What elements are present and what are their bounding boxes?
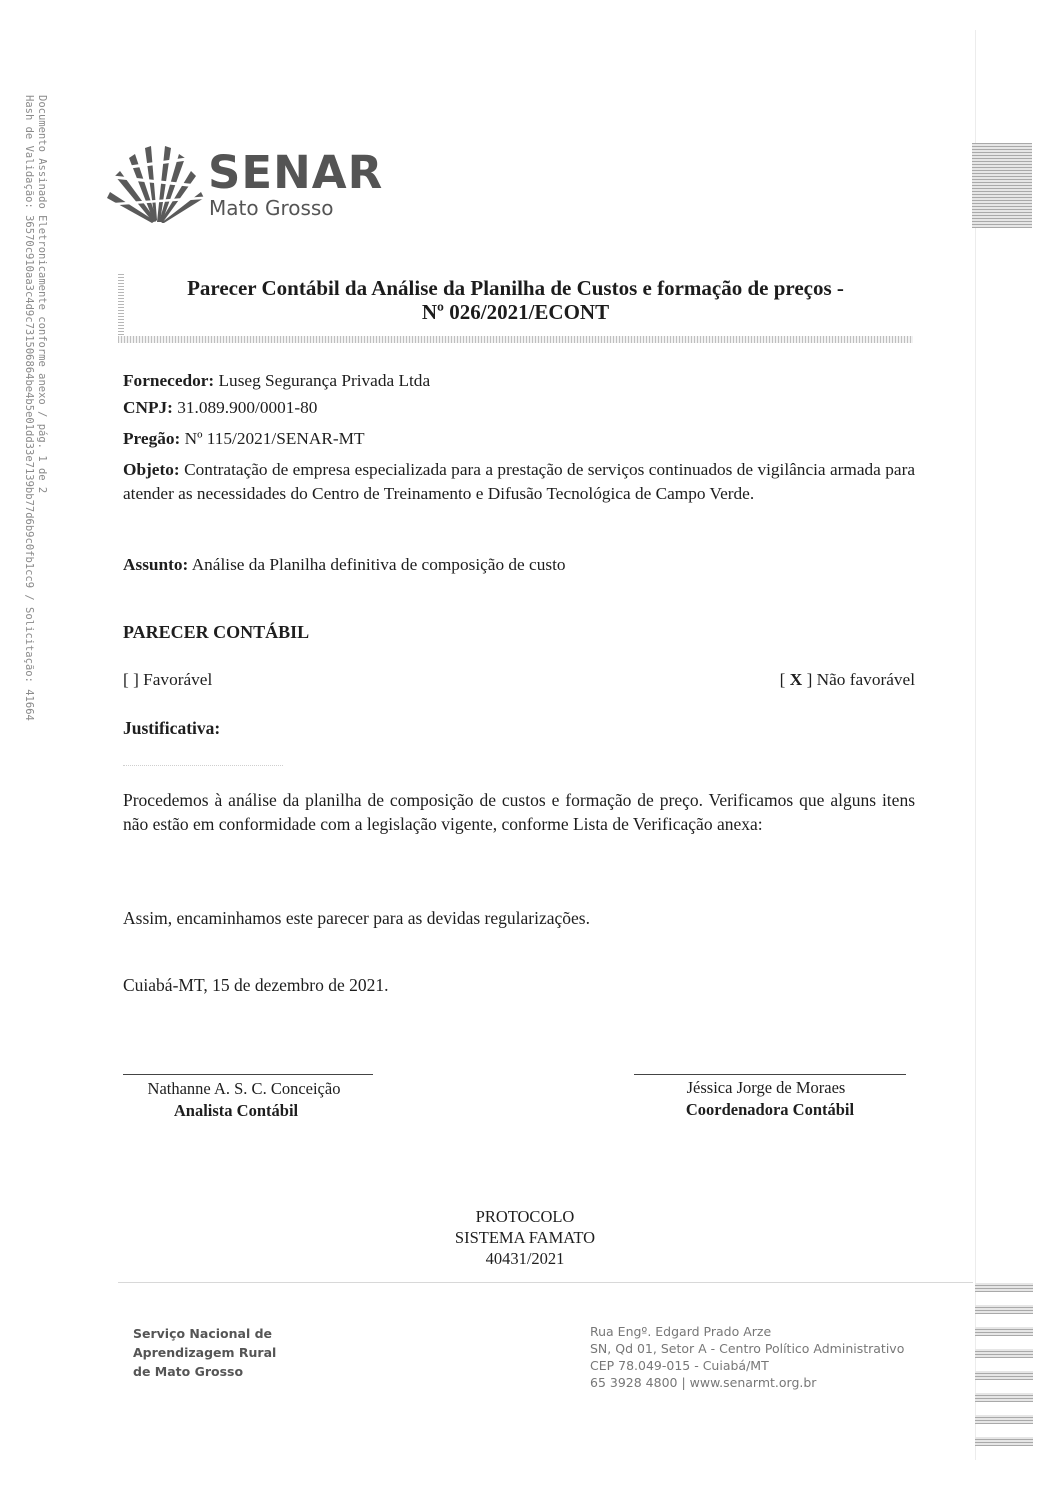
electronic-signature-stamp — [22, 95, 48, 721]
assunto-field — [123, 553, 566, 577]
justificativa-paragraph: Procedemos à análise da planilha de composição de custos e formação de preço. Verificamos que alguns itens não estão em conformidade com a legislação vigente, conforme Lista de Verificação anexa: — [123, 790, 915, 834]
objeto-field — [123, 458, 915, 506]
assunto-value: Análise da Planilha definitiva de composição de custo — [191, 555, 566, 574]
pregao-value: Nº 115/2021/SENAR-MT — [184, 429, 365, 448]
fornecedor-value: Luseg Segurança Privada Ltda — [218, 371, 431, 390]
scan-edge-mark — [975, 1437, 1033, 1446]
scan-edge-mark — [975, 1415, 1033, 1424]
signer-role-right: Coordenadora Contábil — [685, 1100, 855, 1119]
option-nao-suffix: ] Não favorável — [806, 670, 915, 689]
date-line: Cuiabá-MT, 15 de dezembro de 2021. — [123, 975, 389, 995]
scan-edge-mark — [972, 143, 1032, 228]
cnpj-field — [123, 396, 317, 420]
protocol-line-2: SISTEMA FAMATO — [454, 1228, 596, 1247]
document-title — [118, 276, 913, 324]
logo-wordmark: SENAR — [208, 146, 384, 199]
logo-subtitle: Mato Grosso — [209, 196, 334, 220]
cnpj-value: 31.089.900/0001-80 — [177, 398, 318, 417]
title-line-2: Nº 026/2021/ECONT — [421, 300, 610, 324]
scan-edge-line — [975, 30, 976, 1460]
footer-address-line-3: CEP 78.049-015 - Cuiabá/MT — [590, 1358, 769, 1373]
parecer-heading: PARECER CONTÁBIL — [123, 622, 310, 642]
signer-name-right: Jéssica Jorge de Moraes — [686, 1078, 846, 1097]
signer-name-left: Nathanne A. S. C. Conceição — [147, 1079, 341, 1098]
fornecedor-field — [123, 369, 430, 393]
option-nao-favoravel — [780, 668, 915, 692]
footer-organization — [133, 1324, 276, 1381]
signature-line-right — [634, 1074, 906, 1075]
pregao-field — [123, 427, 365, 451]
objeto-label: Objeto: — [123, 460, 180, 479]
scan-edge-mark — [975, 1349, 1033, 1358]
scan-edge-mark — [975, 1393, 1033, 1402]
senar-wheat-fan-icon — [105, 140, 205, 225]
stamp-line-1: Documento Assinado Eletronicamente conforme anexo / pág. 1 de 2 — [36, 95, 48, 494]
footer-divider — [118, 1282, 973, 1283]
option-nao-prefix: [ — [779, 670, 786, 689]
protocol-line-3: 40431/2021 — [485, 1249, 565, 1268]
assunto-label: Assunto: — [123, 555, 189, 574]
justificativa-heading: Justificativa: — [123, 718, 221, 738]
title-band-underline — [118, 336, 913, 343]
option-nao-mark: X — [789, 670, 803, 689]
stamp-line-2: Hash de Validação: 36570c910aa3c4d9c731506864be4b5e01dd33e7139bb77d6b9c0fb1cc9 / Solicitação: 41664 — [23, 95, 35, 721]
objeto-value: Contratação de empresa especializada para a prestação de serviços continuados de vigilância armada para atender as necessidades do Centro de Treinamento e Difusão Tecnológica de Campo Verde. — [123, 460, 915, 503]
senar-logo — [105, 140, 384, 225]
footer-org-line-3: de Mato Grosso — [133, 1364, 244, 1379]
footer-address — [590, 1323, 904, 1391]
scan-edge-mark — [975, 1327, 1033, 1336]
title-band — [118, 270, 913, 345]
footer-org-line-2: Aprendizagem Rural — [133, 1345, 277, 1360]
footer-address-line-1: Rua Engº. Edgard Prado Arze — [590, 1324, 772, 1339]
footer-address-line-4: 65 3928 4800 | www.senarmt.org.br — [590, 1375, 817, 1390]
fornecedor-label: Fornecedor: — [123, 371, 215, 390]
signature-line-left — [123, 1074, 373, 1075]
title-line-1: Parecer Contábil da Análise da Planilha de Custos e formação de preços - — [187, 276, 844, 300]
signer-role-left: Analista Contábil — [173, 1101, 299, 1120]
encaminhamento-paragraph: Assim, encaminhamos este parecer para as devidas regularizações. — [123, 908, 590, 928]
option-favoravel: [ ] Favorável — [123, 670, 213, 689]
scan-edge-mark — [975, 1371, 1033, 1380]
footer-org-line-1: Serviço Nacional de — [133, 1326, 273, 1341]
scan-edge-mark — [975, 1305, 1033, 1314]
protocol-line-1: PROTOCOLO — [475, 1207, 575, 1226]
scan-edge-mark — [975, 1283, 1033, 1292]
pregao-label: Pregão: — [123, 429, 181, 448]
footer-address-line-2: SN, Qd 01, Setor A - Centro Político Administrativo — [590, 1341, 905, 1356]
cnpj-label: CNPJ: — [123, 398, 173, 417]
faint-dotted-line — [123, 765, 283, 766]
protocol-block — [400, 1206, 650, 1269]
